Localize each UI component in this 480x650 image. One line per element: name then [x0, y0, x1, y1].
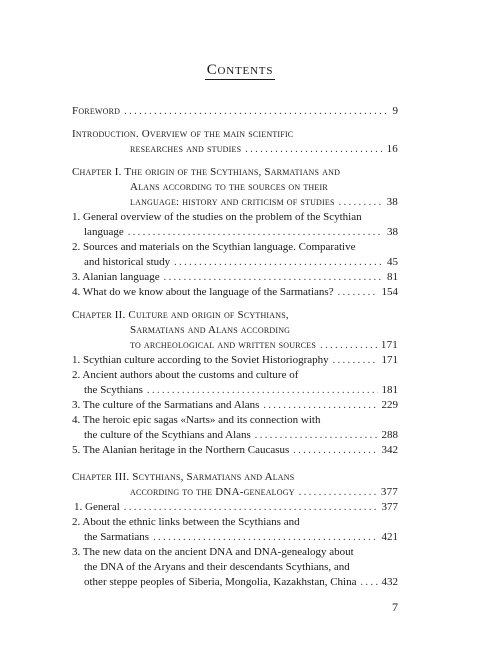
toc-page: 38 [386, 196, 398, 208]
toc-title: 1. General [74, 501, 120, 513]
toc-title-cont: Alans according to the sources on their [130, 181, 328, 193]
toc-page: 38 [387, 226, 398, 238]
toc-entry-2-5 [72, 443, 398, 458]
toc-title-cont: language: history and criticism of studies [130, 196, 335, 208]
toc-title: 4. The heroic epic sagas «Narts» and its connection with [72, 414, 321, 426]
toc-title-cont: Sarmatians and Alans according [130, 324, 291, 336]
toc-title-cont: according to the DNA-genealogy [130, 486, 295, 498]
toc-title: 1. General overview of the studies on the problem of the Scythian [72, 211, 362, 223]
toc-entry-introduction [72, 127, 398, 157]
toc-title-cont: other steppe peoples of Siberia, Mongolia, Kazakhstan, China [84, 576, 357, 588]
toc-entry-chapter-2 [72, 308, 398, 353]
toc-entry-1-2 [72, 240, 398, 270]
toc-title-cont: the Sarmatians [84, 531, 150, 543]
toc-entry-2-2 [72, 368, 398, 398]
toc-title-cont: and historical study [84, 256, 171, 268]
toc-title: 3. The culture of the Sarmatians and Alans [72, 399, 260, 411]
toc-page: 342 [381, 444, 398, 456]
toc-entry-3-1 [72, 500, 398, 515]
toc-title: 2. Ancient authors about the customs and culture of [72, 369, 299, 381]
toc-entry-2-3 [72, 398, 398, 413]
toc-entry-1-3 [72, 270, 398, 285]
toc-title: 2. Sources and materials on the Scythian language. Comparative [72, 241, 356, 253]
toc-title: 3. The new data on the ancient DNA and DNA-genealogy about [72, 546, 354, 558]
toc-title: 3. Alanian language [72, 271, 160, 283]
toc-title-cont: language [84, 226, 124, 238]
toc-title: Chapter I. The origin of the Scythians, Sarmatians and [72, 166, 341, 178]
toc-entry-foreword [72, 104, 398, 119]
toc-title: 2. About the ethnic links between the Scythians and [72, 516, 300, 528]
toc-page: 377 [380, 486, 398, 498]
toc-entry-3-2 [72, 515, 398, 545]
toc-page: 181 [381, 384, 398, 396]
toc-title-cont: researches and studies [130, 143, 242, 155]
toc-title: 5. The Alanian heritage in the Northern Caucasus [72, 444, 290, 456]
toc-entry-chapter-3 [72, 470, 398, 500]
toc-page: 229 [381, 399, 398, 411]
toc-page: 45 [387, 256, 398, 268]
toc-title: 4. What do we know about the language of the Sarmatians? [72, 286, 334, 298]
toc-entry-2-1 [72, 353, 398, 368]
page-number: 7 [392, 600, 398, 614]
toc-page: 171 [380, 339, 398, 351]
toc-title-cont: the Scythians [84, 384, 143, 396]
toc-entry-1-1 [72, 210, 398, 240]
toc-page: 81 [387, 271, 398, 283]
toc-page: 288 [381, 429, 398, 441]
toc-entry-1-4 [72, 285, 398, 300]
toc-title-cont: the culture of the Scythians and Alans [84, 429, 251, 441]
toc-page: 421 [381, 531, 398, 543]
toc-page: 9 [392, 105, 398, 117]
toc-page: 432 [381, 576, 398, 588]
toc-title: Foreword [72, 105, 121, 117]
toc-page: 171 [381, 354, 398, 366]
toc-title: Introduction. Overview of the main scientific [72, 128, 294, 140]
toc-entry-chapter-1 [72, 165, 398, 210]
toc-title-cont: to archeological and written sources [130, 339, 317, 351]
page-title: Contents [206, 62, 274, 78]
toc-page: 16 [386, 143, 398, 155]
toc-title-cont: the DNA of the Aryans and their descendants Scythians, and [84, 561, 350, 573]
toc-title: Chapter III. Scythians, Sarmatians and Alans [72, 471, 295, 483]
toc-entry-2-4 [72, 413, 398, 443]
toc-entry-3-3 [72, 545, 398, 590]
toc-page: 154 [381, 286, 398, 298]
toc-title: Chapter II. Culture and origin of Scythians, [72, 309, 289, 321]
toc-page: 377 [381, 501, 398, 513]
toc-title: 1. Scythian culture according to the Soviet Historiography [72, 354, 329, 366]
